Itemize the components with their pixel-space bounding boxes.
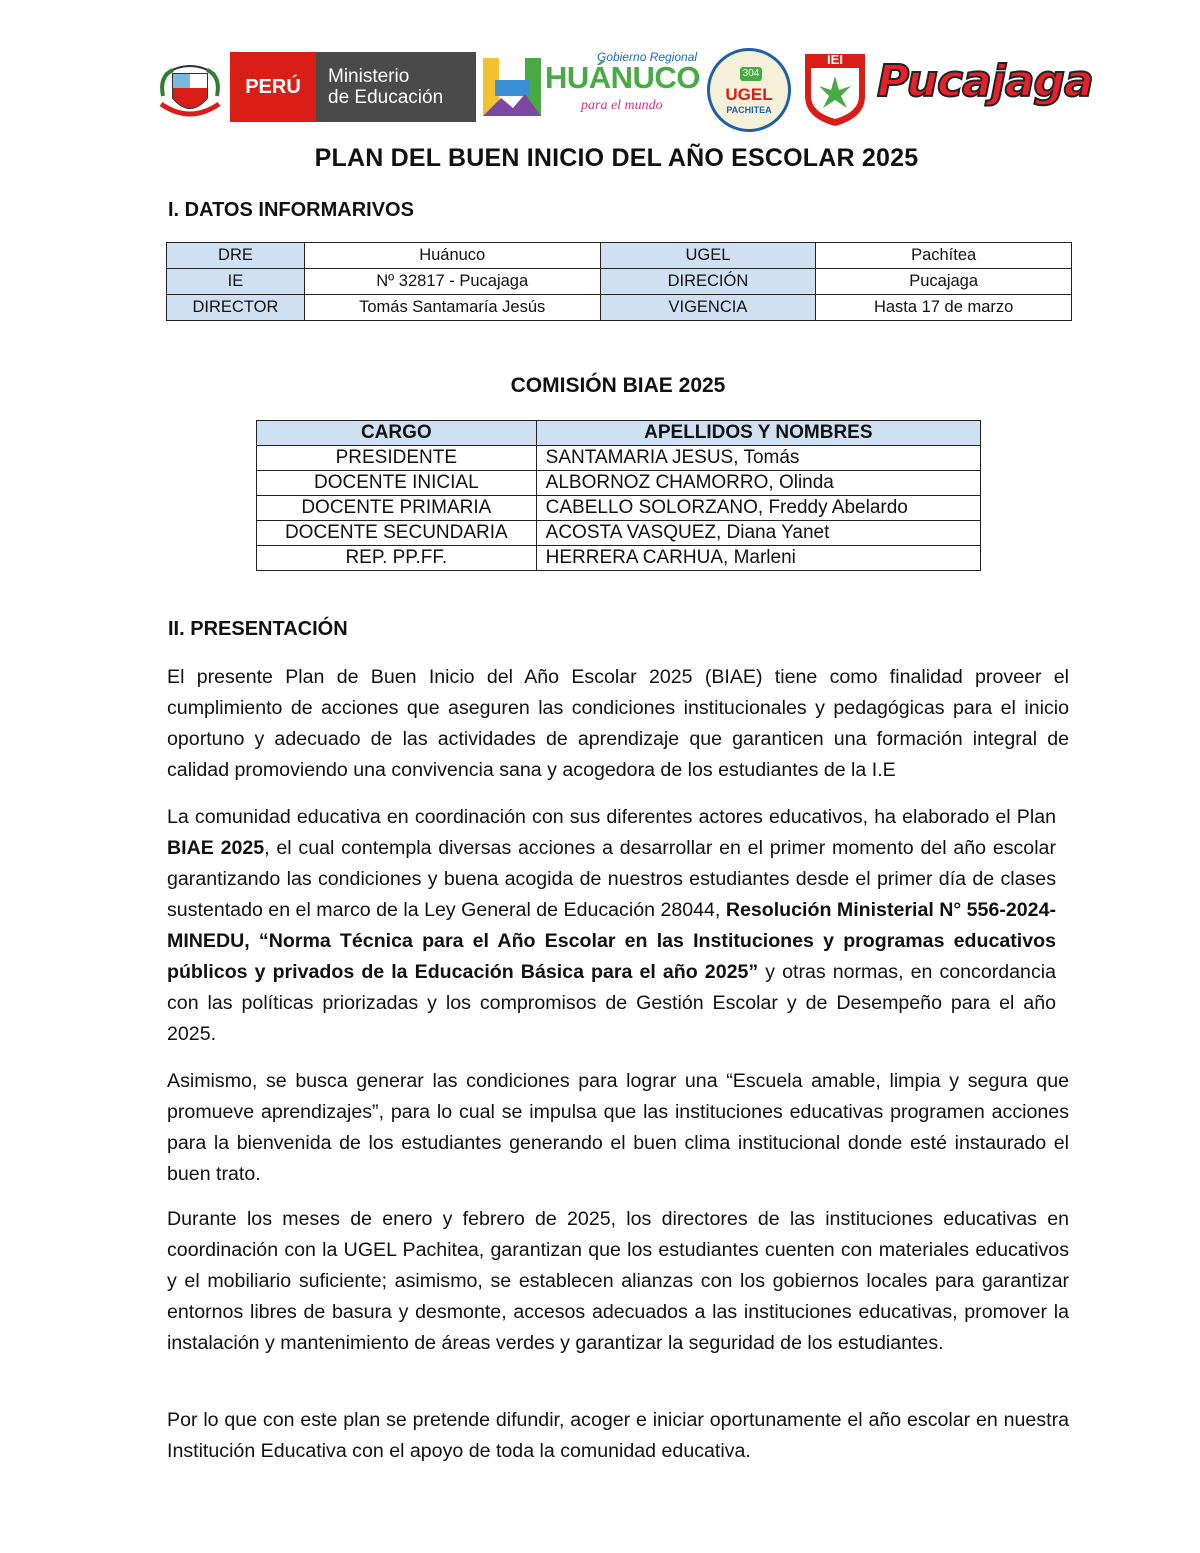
ugel-label: UGEL [725, 85, 773, 104]
page-title: PLAN DEL BUEN INICIO DEL AÑO ESCOLAR 2025 [314, 144, 919, 172]
cargo-cell: PRESIDENTE [257, 446, 537, 471]
table-row [257, 521, 981, 546]
logo-strip [155, 48, 1093, 134]
p2-bold-biae: BIAE 2025 [167, 837, 265, 859]
nombre-cell: HERRERA CARHUA, Marleni [536, 546, 980, 571]
section2-heading: II. PRESENTACIÓN [168, 618, 348, 640]
cargo-cell: DOCENTE INICIAL [257, 471, 537, 496]
pucajaga-wordmark: Pucajaga [877, 56, 1093, 107]
header-cargo: CARGO [257, 421, 537, 446]
p2-text-c: , el cual contempla diversas acciones a desarrollar en el primer momento del año escolar garantizando las condiciones y buena acogida de nuestros estudiantes desde el primer día de clases sustentado en el marco de la Ley General de Educación 28044, [167, 837, 1056, 921]
section1-heading: I. DATOS INFORMARIVOS [168, 199, 414, 221]
info-label-ugel: UGEL [600, 243, 816, 269]
ugel-number: 304 [740, 67, 762, 81]
paragraph-2 [167, 802, 1056, 1050]
paragraph-1: El presente Plan de Buen Inicio del Año Escolar 2025 (BIAE) tiene como finalidad proveer el cumplimiento de acciones que aseguren las condiciones institucionales y pedagógicas para el inicio oportuno y adecuado de las actividades de aprendizaje que garanticen una formación integral de calidad promoviendo una convivencia sana y acogedora de los estudiantes de la I.E [167, 666, 1069, 781]
info-value-ugel: Pachítea [816, 243, 1072, 269]
paragraph-5: Por lo que con este plan se pretende difundir, acoger e iniciar oportunamente el año escolar en nuestra Institución Educativa con el apoyo de toda la comunidad educativa. [167, 1409, 1069, 1462]
table-row [257, 446, 981, 471]
peru-label: PERÚ [230, 52, 316, 122]
peru-minedu-logo [230, 52, 476, 122]
header-nombres: APELLIDOS Y NOMBRES [536, 421, 980, 446]
cargo-cell: DOCENTE PRIMARIA [257, 496, 537, 521]
huanuco-h-logo-icon [481, 54, 543, 120]
ugel-pachitea-seal [707, 48, 791, 132]
ministry-line1: Ministerio [328, 66, 410, 87]
table-row [167, 243, 1072, 269]
table-row [167, 295, 1072, 321]
table-row [257, 496, 981, 521]
cargo-cell: DOCENTE SECUNDARIA [257, 521, 537, 546]
info-value-ie: Nº 32817 - Pucajaga [304, 269, 600, 295]
table-row [167, 269, 1072, 295]
info-label-dre: DRE [167, 243, 305, 269]
table-row [257, 546, 981, 571]
nombre-cell: SANTAMARIA JESUS, Tomás [536, 446, 980, 471]
table-header-row [257, 421, 981, 446]
info-label-ie: IE [167, 269, 305, 295]
nombre-cell: ACOSTA VASQUEZ, Diana Yanet [536, 521, 980, 546]
paragraph-4: Durante los meses de enero y febrero de 2025, los directores de las instituciones educativas en coordinación con la UGEL Pachitea, garantizan que los estudiantes cuenten con materiales educativos y el mobiliario suficiente; asimismo, se establecen alianzas con los gobiernos locales para garantizar entornos libres de basura y desmonte, accesos adecuados a las instituciones educativas, promover la instalación y mantenimiento de áreas verdes y garantizar la seguridad de los estudiantes. [167, 1208, 1069, 1354]
info-label-director: DIRECTOR [167, 295, 305, 321]
ministry-line2: de Educación [328, 87, 444, 108]
p2-text-e: y otras normas, en concordancia con las políticas priorizadas y los compromisos de Gestión Escolar y de Desempeño para el año 2025. [167, 961, 1056, 1045]
ugel-sub: PACHITEA [726, 105, 772, 115]
nombre-cell: CABELLO SOLORZANO, Freddy Abelardo [536, 496, 980, 521]
p2-text-a: La comunidad educativa en coordinación con sus diferentes actores educativos, ha elaborado el Plan [167, 806, 1056, 828]
gobierno-regional-label: Gobierno Regional [597, 50, 698, 64]
peru-coat-of-arms-icon [155, 56, 225, 126]
iei-label: IEI [827, 52, 843, 67]
p2-bold-resolucion: Resolución Ministerial N° 556-2024-MINEDU, “Norma Técnica para el Año Escolar en las Instituciones y programas educativos públicos y privados de la Educación Básica para el año 2025” [167, 899, 1056, 983]
info-value-director: Tomás Santamaría Jesús [304, 295, 600, 321]
nombre-cell: ALBORNOZ CHAMORRO, Olinda [536, 471, 980, 496]
info-table [166, 242, 1072, 321]
table-row [257, 471, 981, 496]
info-label-direccion: DIRECIÓN [600, 269, 816, 295]
info-label-vigencia: VIGENCIA [600, 295, 816, 321]
commission-title: COMISIÓN BIAE 2025 [510, 374, 726, 397]
info-value-direccion: Pucajaga [816, 269, 1072, 295]
gobierno-regional-logo [545, 50, 705, 122]
paragraph-3: Asimismo, se busca generar las condiciones para lograr una “Escuela amable, limpia y segura que promueve aprendizajes”, para lo cual se impulsa que las instituciones educativas programen acciones para la bienvenida de los estudiantes generando el buen clima institucional donde esté instaurado el buen trato. [167, 1070, 1069, 1185]
huanuco-wordmark: HUÁNUCO [545, 60, 700, 95]
commission-table [256, 420, 981, 571]
cargo-cell: REP. PP.FF. [257, 546, 537, 571]
iei-shield [803, 52, 867, 128]
info-value-dre: Huánuco [304, 243, 600, 269]
huanuco-slogan: para el mundo [581, 98, 663, 113]
info-value-vigencia: Hasta 17 de marzo [816, 295, 1072, 321]
